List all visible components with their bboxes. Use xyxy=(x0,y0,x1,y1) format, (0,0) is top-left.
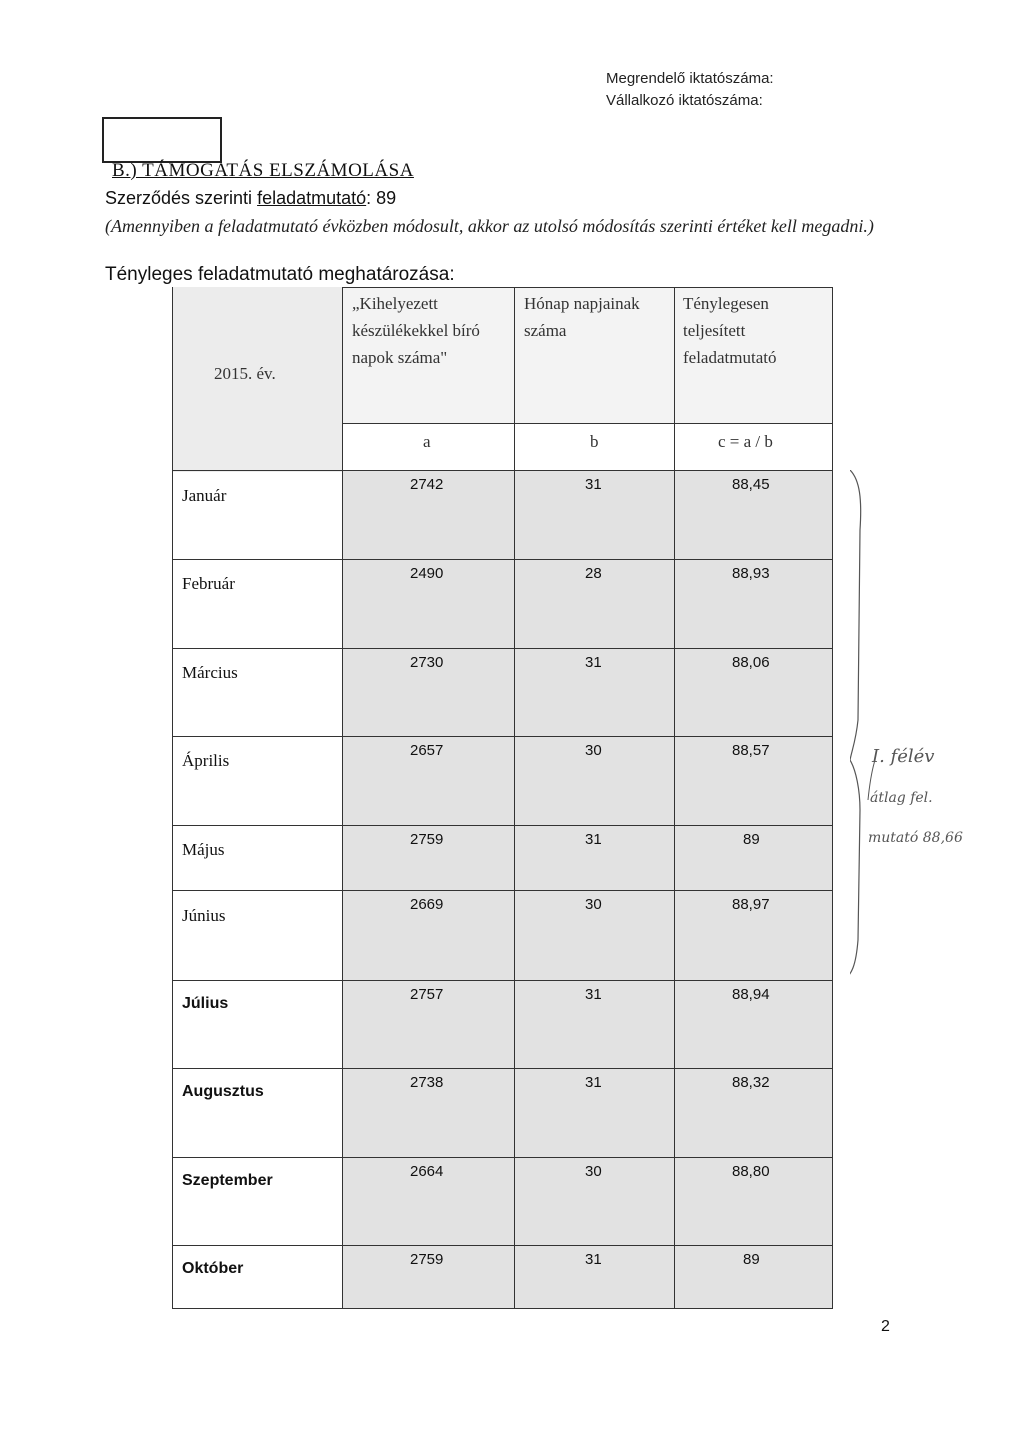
cell-b: 31 xyxy=(585,476,602,493)
cell-c: 88,45 xyxy=(732,476,770,493)
cell-a: 2757 xyxy=(410,986,444,1003)
cell-c: 89 xyxy=(743,831,760,848)
handwritten-line-1: I. félév xyxy=(872,746,935,767)
contract-indicator-label: feladatmutató xyxy=(257,188,367,208)
section-title: B.) TÁMOGATÁS ELSZÁMOLÁSA xyxy=(112,160,414,181)
year-label: 2015. év. xyxy=(214,364,276,383)
month-label: Június xyxy=(182,906,226,925)
cell-c: 89 xyxy=(743,1251,760,1268)
month-label: Július xyxy=(182,995,229,1012)
cell-a: 2742 xyxy=(410,476,444,493)
month-label: Február xyxy=(182,574,235,593)
data-area-bg xyxy=(342,470,832,1308)
column-c-header: Ténylegesen teljesített feladatmutató xyxy=(683,294,777,367)
month-label: Augusztus xyxy=(182,1083,264,1100)
column-b-sub: b xyxy=(590,432,599,451)
month-label: Január xyxy=(182,486,227,505)
cell-b: 30 xyxy=(585,742,602,759)
cell-c: 88,94 xyxy=(732,986,770,1003)
cell-c: 88,06 xyxy=(732,654,770,671)
registration-number-box xyxy=(102,117,222,163)
cell-b: 31 xyxy=(585,986,602,1003)
month-label: Szeptember xyxy=(182,1172,273,1189)
handwritten-annotation xyxy=(850,470,1020,990)
month-label: Május xyxy=(182,840,225,859)
contract-indicator-line xyxy=(105,188,396,209)
page-number: 2 xyxy=(881,1318,890,1335)
cell-c: 88,97 xyxy=(732,896,770,913)
cell-c: 88,32 xyxy=(732,1074,770,1091)
cell-c: 88,57 xyxy=(732,742,770,759)
cell-b: 30 xyxy=(585,1163,602,1180)
cell-a: 2730 xyxy=(410,654,444,671)
instruction-note: (Amennyiben a feladatmutató évközben módosult, akkor az utolsó módosítás szerinti értéket kell megadni.) xyxy=(105,216,874,236)
cell-a: 2657 xyxy=(410,742,444,759)
column-a-header: „Kihelyezett készülékekkel bíró napok száma" xyxy=(352,294,480,367)
column-c-sub: c = a / b xyxy=(718,432,773,451)
cell-b: 28 xyxy=(585,565,602,582)
contract-label: Szerződés szerinti xyxy=(105,188,253,208)
cell-c: 88,93 xyxy=(732,565,770,582)
actual-indicator-title: Tényleges feladatmutató meghatározása: xyxy=(105,264,455,285)
cell-b: 31 xyxy=(585,1074,602,1091)
cell-a: 2669 xyxy=(410,896,444,913)
contract-indicator-value: : 89 xyxy=(366,188,397,208)
column-a-sub: a xyxy=(423,432,431,451)
contractor-registration-label: Vállalkozó iktatószáma: xyxy=(606,92,763,109)
cell-a: 2738 xyxy=(410,1074,444,1091)
month-label: Március xyxy=(182,663,238,682)
cell-c: 88,80 xyxy=(732,1163,770,1180)
column-b-header: Hónap napjainak száma xyxy=(524,294,640,340)
month-label: Október xyxy=(182,1260,244,1277)
cell-b: 30 xyxy=(585,896,602,913)
cell-b: 31 xyxy=(585,1251,602,1268)
cell-b: 31 xyxy=(585,654,602,671)
cell-a: 2759 xyxy=(410,1251,444,1268)
handwritten-line-2: átlag fel. xyxy=(870,790,933,806)
cell-b: 31 xyxy=(585,831,602,848)
month-label: Április xyxy=(182,751,230,770)
orderer-registration-label: Megrendelő iktatószáma: xyxy=(606,70,774,87)
cell-a: 2759 xyxy=(410,831,444,848)
cell-a: 2664 xyxy=(410,1163,444,1180)
cell-a: 2490 xyxy=(410,565,444,582)
handwritten-line-3: mutató 88,66 xyxy=(868,830,963,846)
registration-block xyxy=(606,68,774,112)
